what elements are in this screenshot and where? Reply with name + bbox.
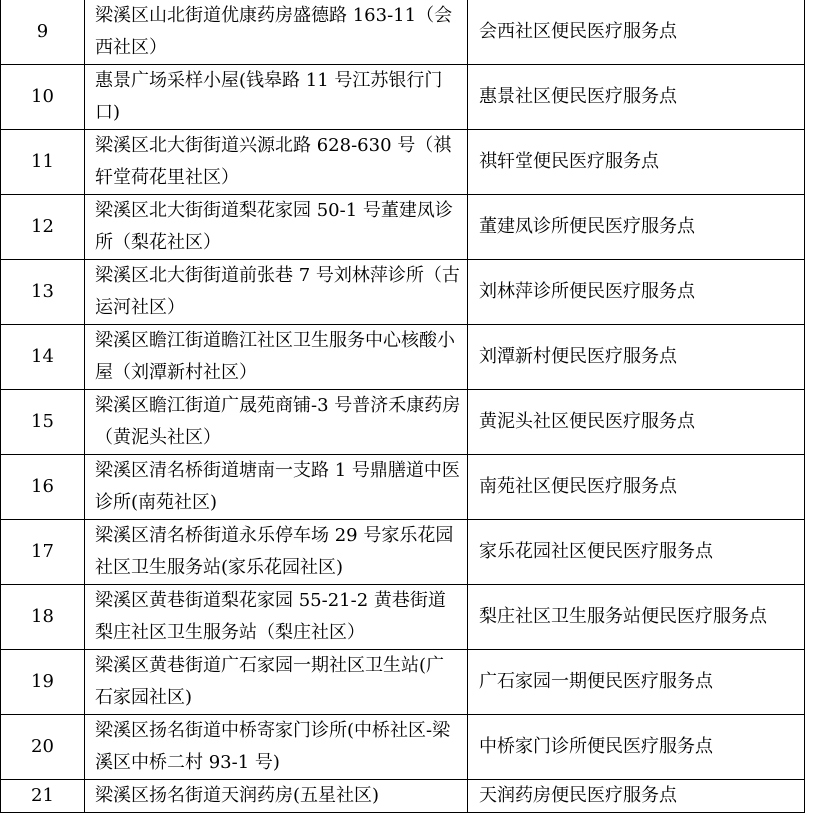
site-name: 惠景社区便民医疗服务点 (468, 65, 805, 130)
site-name: 刘林萍诊所便民医疗服务点 (468, 260, 805, 325)
table-row (1, 195, 805, 260)
site-address: 梁溪区北大街街道前张巷 7 号刘林萍诊所（古运河社区） (85, 260, 468, 325)
site-name: 祺轩堂便民医疗服务点 (468, 130, 805, 195)
table-row (1, 715, 805, 780)
row-number: 12 (1, 195, 85, 260)
site-address: 梁溪区北大街街道梨花家园 50-1 号董建凤诊所（梨花社区） (85, 195, 468, 260)
row-number: 18 (1, 585, 85, 650)
row-number: 15 (1, 390, 85, 455)
site-address: 梁溪区清名桥街道永乐停车场 29 号家乐花园社区卫生服务站(家乐花园社区) (85, 520, 468, 585)
row-number: 20 (1, 715, 85, 780)
row-number: 14 (1, 325, 85, 390)
table-row (1, 650, 805, 715)
site-address: 梁溪区扬名街道天润药房(五星社区) (85, 780, 468, 813)
row-number: 16 (1, 455, 85, 520)
row-number: 19 (1, 650, 85, 715)
site-name: 会西社区便民医疗服务点 (468, 0, 805, 65)
table-row (1, 65, 805, 130)
site-address: 梁溪区扬名街道中桥寄家门诊所(中桥社区-梁溪区中桥二村 93-1 号) (85, 715, 468, 780)
site-address: 梁溪区瞻江街道瞻江社区卫生服务中心核酸小屋（刘潭新村社区） (85, 325, 468, 390)
table-row (1, 130, 805, 195)
site-name: 家乐花园社区便民医疗服务点 (468, 520, 805, 585)
table-row (1, 520, 805, 585)
site-address: 梁溪区北大街街道兴源北路 628-630 号（祺轩堂荷花里社区） (85, 130, 468, 195)
row-number: 11 (1, 130, 85, 195)
table-row (1, 390, 805, 455)
site-address: 梁溪区清名桥街道塘南一支路 1 号鼎膳道中医诊所(南苑社区) (85, 455, 468, 520)
table-row (1, 0, 805, 65)
row-number: 9 (1, 0, 85, 65)
table-row (1, 455, 805, 520)
table-row (1, 325, 805, 390)
table-row (1, 585, 805, 650)
site-name: 南苑社区便民医疗服务点 (468, 455, 805, 520)
row-number: 21 (1, 780, 85, 813)
site-name: 董建凤诊所便民医疗服务点 (468, 195, 805, 260)
site-name: 中桥家门诊所便民医疗服务点 (468, 715, 805, 780)
site-address: 梁溪区黄巷街道广石家园一期社区卫生站(广石家园社区) (85, 650, 468, 715)
site-name: 黄泥头社区便民医疗服务点 (468, 390, 805, 455)
site-address: 梁溪区山北街道优康药房盛德路 163-11（会西社区） (85, 0, 468, 65)
row-number: 13 (1, 260, 85, 325)
site-address: 梁溪区黄巷街道梨花家园 55-21-2 黄巷街道梨庄社区卫生服务站（梨庄社区） (85, 585, 468, 650)
site-name: 梨庄社区卫生服务站便民医疗服务点 (468, 585, 805, 650)
site-name: 广石家园一期便民医疗服务点 (468, 650, 805, 715)
table-row (1, 260, 805, 325)
site-name: 刘潭新村便民医疗服务点 (468, 325, 805, 390)
table-row (1, 780, 805, 813)
site-address: 惠景广场采样小屋(钱皋路 11 号江苏银行门口) (85, 65, 468, 130)
row-number: 10 (1, 65, 85, 130)
row-number: 17 (1, 520, 85, 585)
site-name: 天润药房便民医疗服务点 (468, 780, 805, 813)
site-address: 梁溪区瞻江街道广晟苑商铺-3 号普济禾康药房（黄泥头社区） (85, 390, 468, 455)
